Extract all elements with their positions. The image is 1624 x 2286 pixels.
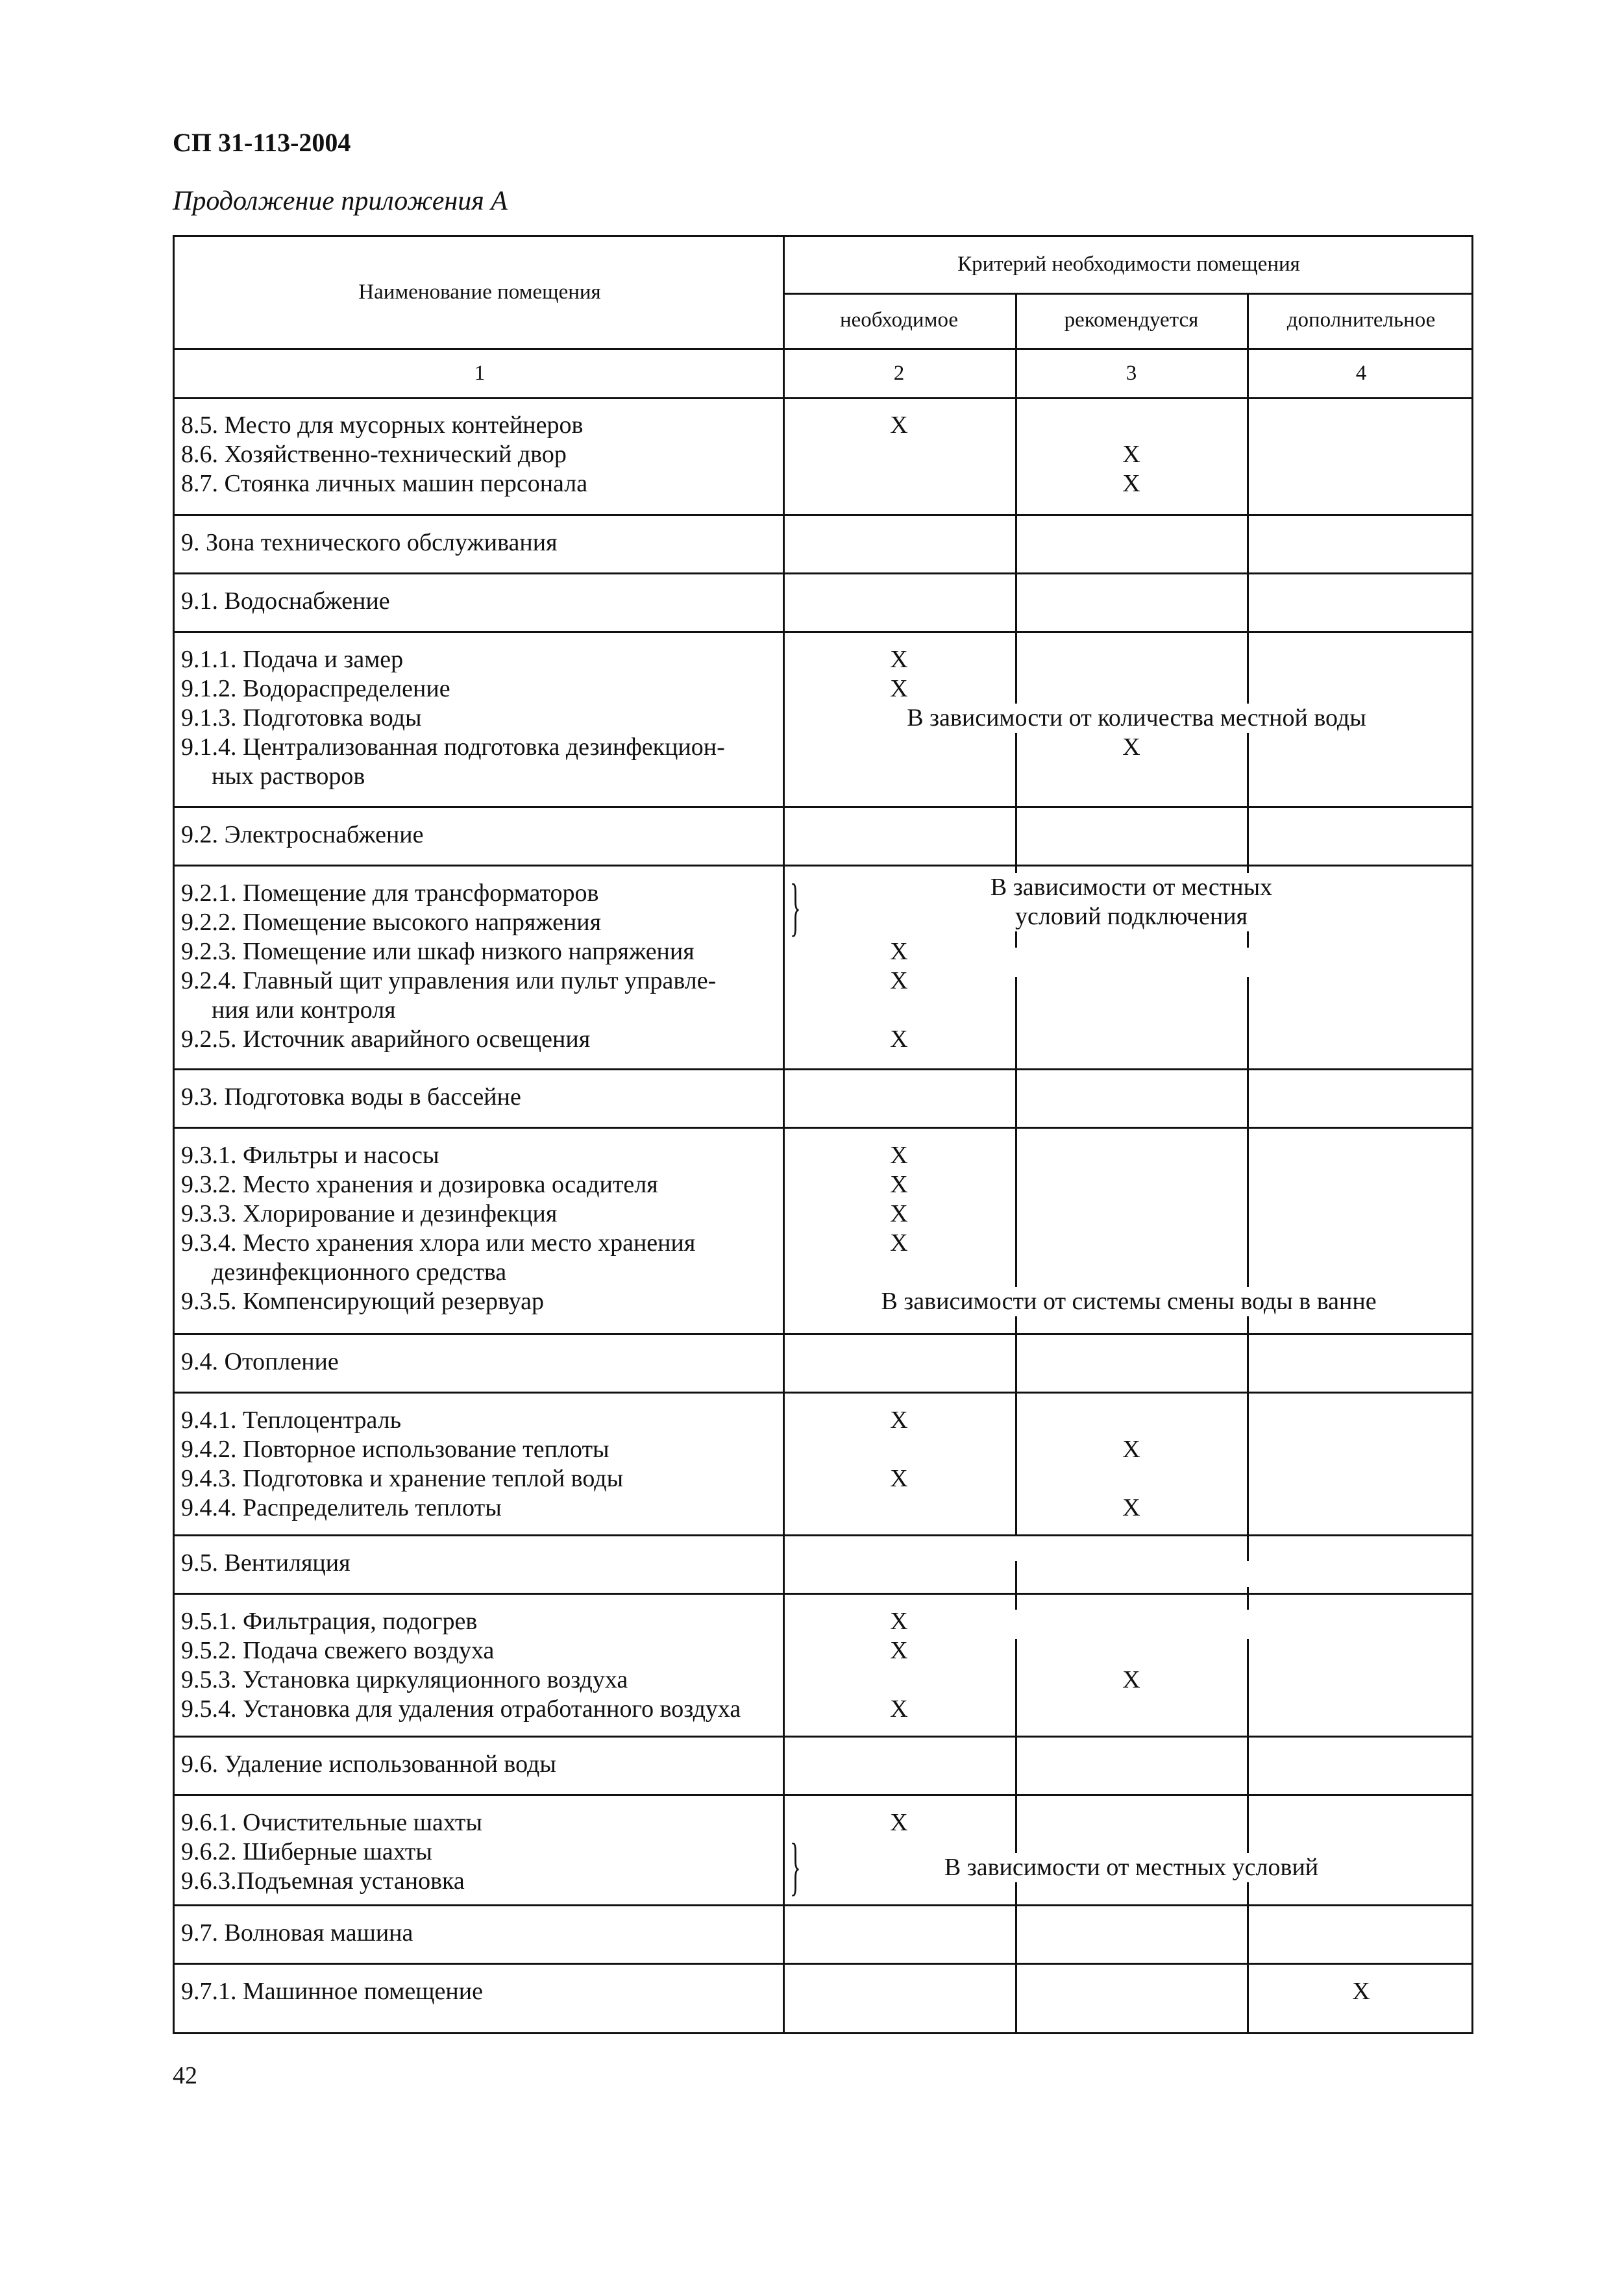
room-name: 9.6.3.Подъемная установка bbox=[181, 1867, 465, 1895]
room-name: ных растворов bbox=[212, 763, 365, 790]
room-name: 9.3.1. Фильтры и насосы bbox=[181, 1142, 439, 1169]
column-header-recommended: рекомендуется bbox=[1064, 308, 1199, 332]
section-title: 9.3. Подготовка воды в бассейне bbox=[181, 1083, 521, 1111]
criterion-mark: Х bbox=[890, 1026, 908, 1053]
room-name: 9.6.1. Очистительные шахты bbox=[181, 1809, 483, 1836]
grouping-brace: } bbox=[790, 1830, 801, 1902]
section-title: 9.4. Отопление bbox=[181, 1348, 339, 1375]
room-name: 9.4.4. Распределитель теплоты bbox=[181, 1494, 502, 1521]
room-name: 8.6. Хозяйственно-технический двор bbox=[181, 441, 567, 468]
room-name: 9.2.2. Помещение высокого напряжения bbox=[181, 909, 602, 936]
room-name: 9.4.1. Теплоцентраль bbox=[181, 1407, 402, 1434]
room-name: 9.1.2. Водораспределение bbox=[181, 675, 450, 702]
room-name: 9.4.3. Подготовка и хранение теплой воды bbox=[181, 1465, 624, 1492]
room-name: 9.3.3. Хлорирование и дезинфекция bbox=[181, 1200, 558, 1227]
criterion-mark: Х bbox=[890, 646, 908, 673]
column-number-4: 4 bbox=[1355, 362, 1367, 385]
criterion-mark: Х bbox=[890, 675, 908, 702]
room-name: 9.3.4. Место хранения хлора или место хранения bbox=[181, 1229, 696, 1257]
section-title: 9.2. Электроснабжение bbox=[181, 821, 424, 848]
column-number-1: 1 bbox=[474, 362, 486, 385]
room-name: 9.3.2. Место хранения и дозировка осадителя bbox=[181, 1171, 658, 1198]
room-name: 9.2.3. Помещение или шкаф низкого напряжения bbox=[181, 938, 695, 965]
spanning-note: В зависимости от количества местной воды bbox=[904, 704, 1369, 733]
room-name: 9.5.4. Установка для удаления отработанного воздуха bbox=[181, 1695, 741, 1723]
spanning-note: В зависимости от местных условий bbox=[942, 1853, 1321, 1882]
criterion-mark: Х bbox=[1122, 470, 1140, 497]
room-name: 9.1.4. Централизованная подготовка дезинфекцион- bbox=[181, 733, 725, 761]
grouping-brace: } bbox=[790, 870, 801, 942]
column-header-name: Наименование помещения bbox=[358, 280, 601, 304]
room-name: 9.2.5. Источник аварийного освещения bbox=[181, 1026, 591, 1053]
page-number: 42 bbox=[173, 2062, 197, 2089]
room-name: 9.7.1. Машинное помещение bbox=[181, 1978, 483, 2005]
criterion-mark: Х bbox=[890, 1142, 908, 1169]
section-title: 9.7. Волновая машина bbox=[181, 1919, 413, 1947]
room-name: 9.5.1. Фильтрация, подогрев bbox=[181, 1608, 478, 1635]
room-name: 9.2.1. Помещение для трансформаторов bbox=[181, 879, 599, 907]
criterion-mark: Х bbox=[890, 938, 908, 965]
room-name: 9.2.4. Главный щит управления или пульт управле- bbox=[181, 967, 717, 994]
column-header-additional: дополнительное bbox=[1286, 308, 1436, 332]
criterion-mark: Х bbox=[890, 1229, 908, 1257]
room-name: 9.4.2. Повторное использование теплоты bbox=[181, 1436, 609, 1463]
criterion-mark: Х bbox=[1122, 1494, 1140, 1521]
room-name: 9.5.2. Подача свежего воздуха bbox=[181, 1637, 495, 1664]
room-name: 9.6.2. Шиберные шахты bbox=[181, 1838, 432, 1865]
continuation-caption: Продолжение приложения А bbox=[173, 186, 508, 216]
spanning-note: В зависимости от местных bbox=[988, 873, 1275, 902]
room-name: ния или контроля bbox=[212, 996, 396, 1024]
criterion-mark: Х bbox=[890, 1407, 908, 1434]
room-name: 9.3.5. Компенсирующий резервуар bbox=[181, 1288, 545, 1315]
criterion-mark: Х bbox=[1352, 1978, 1370, 2005]
column-number-2: 2 bbox=[893, 362, 905, 385]
criterion-mark: Х bbox=[890, 1809, 908, 1836]
room-name: 9.5.3. Установка циркуляционного воздуха bbox=[181, 1666, 628, 1693]
criterion-mark: Х bbox=[1122, 1436, 1140, 1463]
criterion-mark: Х bbox=[1122, 441, 1140, 468]
room-name: 9.1.1. Подача и замер bbox=[181, 646, 404, 673]
criterion-mark: Х bbox=[1122, 733, 1140, 761]
room-name: дезинфекционного средства bbox=[212, 1259, 507, 1286]
criterion-mark: Х bbox=[1122, 1666, 1140, 1693]
column-header-criteria: Критерий необходимости помещения bbox=[957, 252, 1300, 276]
criteria-table bbox=[173, 235, 1473, 2034]
criterion-mark: Х bbox=[890, 1695, 908, 1723]
criterion-mark: Х bbox=[890, 1637, 908, 1664]
spanning-note: условий подключения bbox=[1013, 902, 1250, 931]
document-code: СП 31-113-2004 bbox=[173, 128, 351, 157]
section-title: 9. Зона технического обслуживания bbox=[181, 529, 558, 556]
section-title: 9.5. Вентиляция bbox=[181, 1549, 351, 1577]
section-title: 9.6. Удаление использованной воды bbox=[181, 1751, 556, 1778]
section-title: 9.1. Водоснабжение bbox=[181, 587, 390, 615]
spanning-note: В зависимости от системы смены воды в ванне bbox=[878, 1287, 1379, 1316]
column-header-required: необходимое bbox=[839, 308, 959, 332]
room-name: 8.5. Место для мусорных контейнеров bbox=[181, 412, 584, 439]
room-name: 8.7. Стоянка личных машин персонала bbox=[181, 470, 588, 497]
criterion-mark: Х bbox=[890, 412, 908, 439]
criterion-mark: Х bbox=[890, 1608, 908, 1635]
criterion-mark: Х bbox=[890, 1200, 908, 1227]
criterion-mark: Х bbox=[890, 1171, 908, 1198]
room-name: 9.1.3. Подготовка воды bbox=[181, 704, 422, 731]
column-number-3: 3 bbox=[1126, 362, 1137, 385]
criterion-mark: Х bbox=[890, 1465, 908, 1492]
criterion-mark: Х bbox=[890, 967, 908, 994]
